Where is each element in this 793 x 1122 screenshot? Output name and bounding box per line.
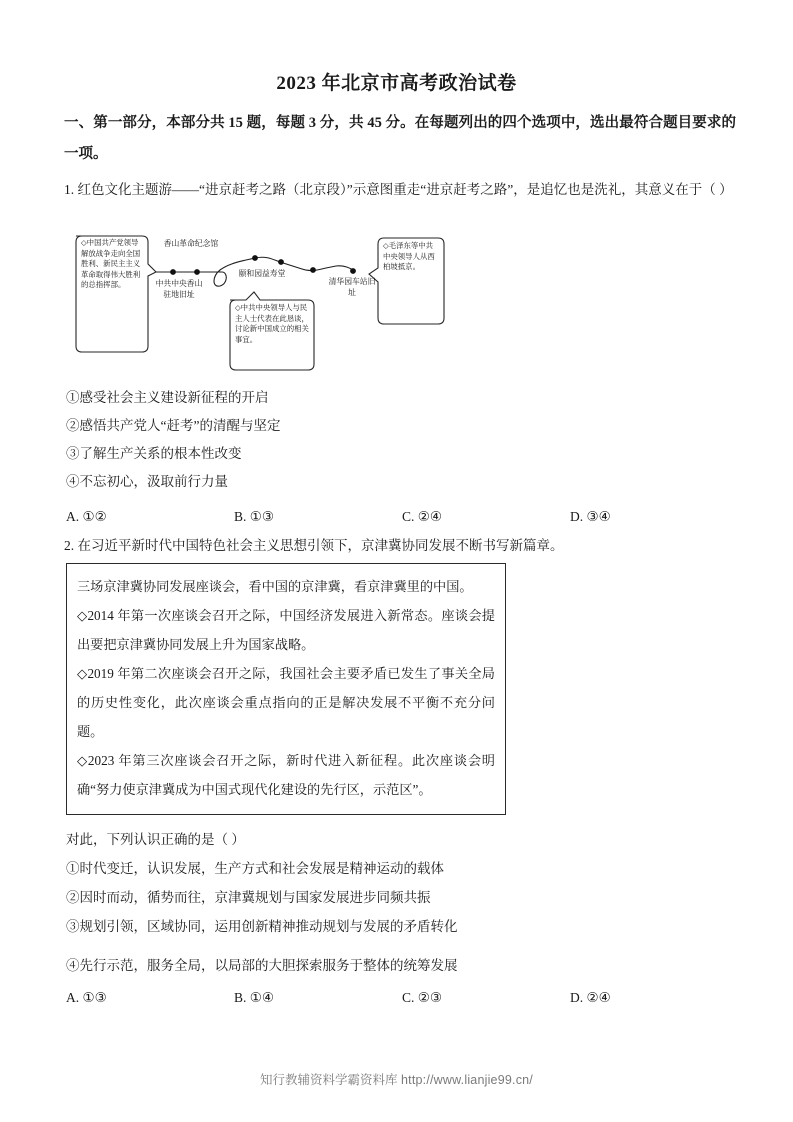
question-2-stem: 2. 在习近平新时代中国特色社会主义思想引领下，京津冀协同发展不断书写新篇章。 <box>64 538 564 553</box>
question-1-answer-b[interactable]: B. ①③ <box>234 509 274 524</box>
callout-left-box <box>76 236 156 352</box>
question-1-answer-row <box>66 503 738 531</box>
question-1-statement-4: ④不忘初心，汲取前行力量 <box>66 474 228 489</box>
material-line-1: 三场京津冀协同发展座谈会，看中国的京津冀，看京津冀里的中国。 <box>77 579 473 594</box>
question-2-answer-a[interactable]: A. ①③ <box>66 990 107 1005</box>
page-title: 2023 年北京市高考政治试卷 <box>276 73 517 94</box>
label-xiangshan-museum: 香山革命纪念馆 <box>163 239 219 248</box>
material-line-4: ◇2023 年第三次座谈会召开之际，新时代进入新征程。此次座谈会明确“努力使京津冀成为中国式现代化建设的先行区，示范区”。 <box>77 753 495 797</box>
question-2-statement-1: ①时代变迁，认识发展，生产方式和社会发展是精神运动的载体 <box>66 861 444 876</box>
label-yiheyuan: 颐和园益寿堂 <box>238 269 286 278</box>
footer-watermark <box>0 1070 793 1088</box>
callout-left-text: ◇中国共产党领导解放战争走向全国胜利、新民主主义革命取得伟大胜利的总指挥部。 <box>81 238 141 290</box>
question-2-answer-row <box>66 984 738 1012</box>
material-line-3: ◇2019 年第二次座谈会召开之际，我国社会主要矛盾已发生了事关全局的历史性变化，此次座谈会重点指向的正是解决发展不平衡不充分问题。 <box>77 666 495 739</box>
callout-right-box <box>369 238 444 324</box>
route-node <box>310 267 316 273</box>
question-1-answer-d[interactable]: D. ③④ <box>570 509 611 524</box>
route-node <box>278 259 284 265</box>
question-2-answer-b[interactable]: B. ①④ <box>234 990 274 1005</box>
watermark-url[interactable]: http://www.lianjie99.cn/ <box>401 1073 533 1087</box>
material-line-2: ◇2014 年第一次座谈会召开之际，中国经济发展进入新常态。座谈会提出要把京津冀协同发展上升为国家战略。 <box>77 608 495 652</box>
question-2-material-box <box>66 563 506 815</box>
label-xiangshan-site: 中共中央香山驻地旧址 <box>155 279 203 299</box>
question-2-statement-4: ④先行示范，服务全局，以局部的大胆探索服务于整体的统筹发展 <box>66 958 458 973</box>
question-2-statement-3: ③规划引领，区域协同，运用创新精神推动规划与发展的矛盾转化 <box>66 919 458 934</box>
question-1-answer-c[interactable]: C. ②④ <box>402 509 442 524</box>
watermark-label: 知行教辅资料学霸资料库 <box>260 1073 398 1087</box>
question-1-statement-2: ②感悟共产党人“赶考”的清醒与坚定 <box>66 418 281 433</box>
question-1-statement-1: ①感受社会主义建设新征程的开启 <box>66 390 269 405</box>
route-diagram <box>70 228 450 373</box>
section-heading: 一、第一部分，本部分共 15 题，每题 3 分，共 45 分。在每题列出的四个选项中，选出最符合题目要求的一项。 <box>64 115 736 162</box>
route-node <box>252 255 258 261</box>
question-2-answer-d[interactable]: D. ②④ <box>570 990 611 1005</box>
callout-right-text: ◇毛泽东等中共中央领导人从西柏坡抵京。 <box>383 241 435 272</box>
question-2-prompt: 对此，下列认识正确的是（ ） <box>66 832 245 847</box>
question-1-stem: 1. 红色文化主题游——“进京赶考之路（北京段）”示意图重走“进京赶考之路”，是追忆也是洗礼，其意义在于（ ） <box>64 182 733 197</box>
callout-middle-text: ◇中共中央领导人与民主人士代表在此恳谈，讨论新中国成立的相关事宜。 <box>235 303 309 344</box>
question-2-answer-c[interactable]: C. ②③ <box>402 990 442 1005</box>
route-node <box>194 269 200 275</box>
question-1-statement-3: ③了解生产关系的根本性改变 <box>66 446 242 461</box>
question-2-statement-2: ②因时而动，循势而往，京津冀规划与国家发展进步同频共振 <box>66 890 431 905</box>
route-node <box>350 268 356 274</box>
callout-middle-box <box>230 292 314 370</box>
route-node <box>170 269 176 275</box>
question-1-answer-a[interactable]: A. ①② <box>66 509 107 524</box>
label-qinghuayuan: 清华园车站旧址 <box>328 277 376 297</box>
